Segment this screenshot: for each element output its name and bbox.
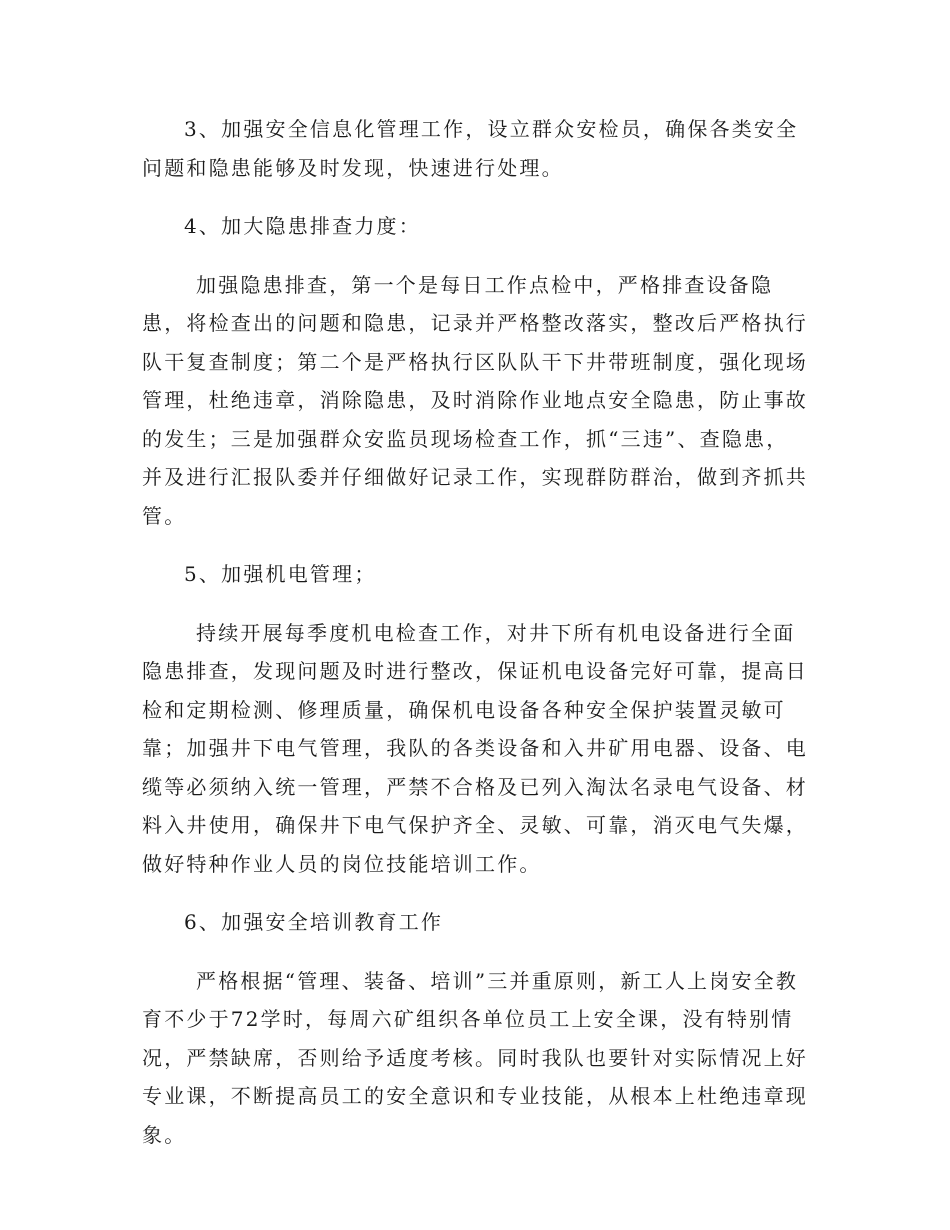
paragraph-item-3: 3、加强安全信息化管理工作，设立群众安检员，确保各类安全问题和隐患能够及时发现，快速进行处理。 [142,117,799,180]
section-heading-4: 4、加大隐患排查力度： [184,214,421,238]
section-heading-5: 5、加强机电管理； [184,562,377,586]
paragraph-electromechanical: 持续开展每季度机电检查工作，对井下所有机电设备进行全面隐患排查，发现问题及时进行整改，保证机电设备完好可靠，提高日检和定期检测、修理质量，确保机电设备各种安全保护装置灵敏可靠；加强井下电气管理，我队的各类设备和入井矿用电器、设备、电缆等必须纳入统一管理，严禁不合格及已列入淘汰名录电气设备、材料入井使用，确保井下电气保护齐全、灵敏、可靠，消灭电气失爆，做好特种作业人员的岗位技能培训工作。 [142,620,808,876]
section-heading-6: 6、加强安全培训教育工作 [184,910,444,934]
document-body [142,110,810,1174]
paragraph-safety-training: 严格根据“管理、装备、培训”三并重原则，新工人上岗安全教育不少于72学时，每周六矿组织各单位员工上安全课，没有特别情况，严禁缺席，否则给予适度考核。同时我队也要针对实际情况上好专业课，不断提高员工的安全意识和专业技能，从根本上杜绝违章现象。 [142,968,808,1147]
paragraph-hazard-inspection: 加强隐患排查，第一个是每日工作点检中，严格排查设备隐患，将检查出的问题和隐患，记录并严格整改落实，整改后严格执行队干复查制度；第二个是严格执行区队队干下井带班制度，强化现场管理，杜绝违章，消除隐患，及时消除作业地点安全隐患，防止事故的发生；三是加强群众安监员现场检查工作，抓“三违”、查隐患，并及进行汇报队委并仔细做好记录工作，实现群防群治，做到齐抓共管。 [142,272,808,528]
